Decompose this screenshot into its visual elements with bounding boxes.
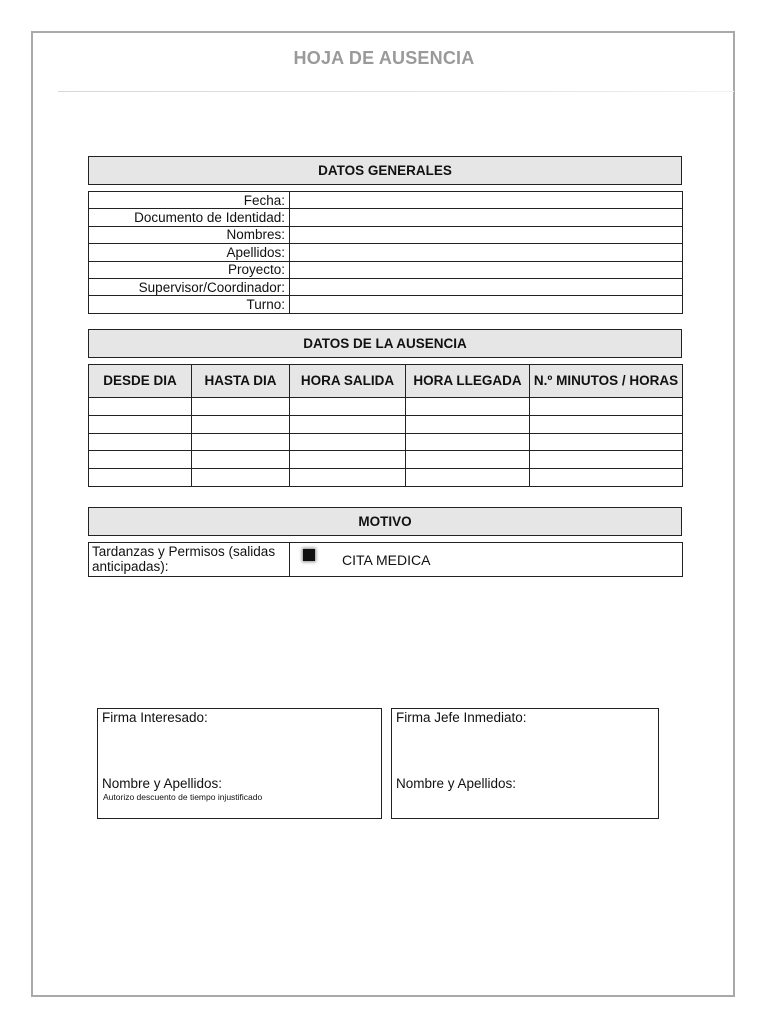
table-cell[interactable] <box>192 451 290 469</box>
table-cell[interactable] <box>530 433 683 451</box>
field-row-nombres <box>89 226 683 243</box>
nombre-apellidos-label: Nombre y Apellidos: <box>396 776 517 791</box>
table-cell[interactable] <box>89 433 192 451</box>
firma-interesado-box[interactable] <box>97 708 382 819</box>
field-value-documento[interactable] <box>290 209 683 226</box>
field-label: Apellidos: <box>89 244 290 261</box>
table-cell[interactable] <box>290 415 406 433</box>
field-value-nombres[interactable] <box>290 226 683 243</box>
cita-medica-checkbox[interactable] <box>303 549 315 561</box>
table-row <box>89 415 683 433</box>
section-header-motivo: MOTIVO <box>88 507 682 536</box>
table-row <box>89 398 683 416</box>
table-cell[interactable] <box>406 469 530 487</box>
nombre-apellidos-label: Nombre y Apellidos: <box>102 776 223 791</box>
column-header: HORA LLEGADA <box>406 365 530 398</box>
motivo-value <box>290 543 683 577</box>
field-row-fecha <box>89 192 683 209</box>
table-cell[interactable] <box>89 415 192 433</box>
field-row-supervisor <box>89 278 683 295</box>
field-label: Supervisor/Coordinador: <box>89 278 290 295</box>
table-cell[interactable] <box>192 398 290 416</box>
field-value-fecha[interactable] <box>290 192 683 209</box>
table-cell[interactable] <box>406 398 530 416</box>
firma-interesado-label: Firma Interesado: <box>102 710 208 725</box>
field-value-apellidos[interactable] <box>290 244 683 261</box>
table-cell[interactable] <box>290 433 406 451</box>
field-label: Turno: <box>89 296 290 313</box>
table-row <box>89 433 683 451</box>
autorizo-descuento-note: Autorizo descuento de tiempo injustificado <box>103 792 263 802</box>
column-header: DESDE DIA <box>89 365 192 398</box>
firma-jefe-box[interactable] <box>391 708 659 819</box>
table-cell[interactable] <box>406 415 530 433</box>
column-header: HORA SALIDA <box>290 365 406 398</box>
table-cell[interactable] <box>530 469 683 487</box>
motivo-table <box>88 542 683 577</box>
field-row-turno <box>89 296 683 313</box>
title-divider <box>58 91 734 92</box>
section-header-datos-ausencia: DATOS DE LA AUSENCIA <box>88 329 682 358</box>
table-cell[interactable] <box>406 451 530 469</box>
datos-ausencia-table <box>88 364 683 487</box>
field-label: Fecha: <box>89 192 290 209</box>
datos-generales-table <box>88 191 683 314</box>
field-row-proyecto <box>89 261 683 278</box>
field-row-documento <box>89 209 683 226</box>
table-cell[interactable] <box>530 451 683 469</box>
column-header: N.º MINUTOS / HORAS <box>530 365 683 398</box>
table-cell[interactable] <box>530 398 683 416</box>
table-cell[interactable] <box>530 415 683 433</box>
firma-jefe-label: Firma Jefe Inmediato: <box>396 710 527 725</box>
table-cell[interactable] <box>192 433 290 451</box>
table-row <box>89 469 683 487</box>
field-value-supervisor[interactable] <box>290 278 683 295</box>
field-label: Documento de Identidad: <box>89 209 290 226</box>
table-cell[interactable] <box>89 469 192 487</box>
field-label: Proyecto: <box>89 261 290 278</box>
field-label: Nombres: <box>89 226 290 243</box>
table-cell[interactable] <box>290 398 406 416</box>
table-cell[interactable] <box>89 451 192 469</box>
table-cell[interactable] <box>290 451 406 469</box>
motivo-row <box>89 543 683 577</box>
field-value-turno[interactable] <box>290 296 683 313</box>
table-cell[interactable] <box>406 433 530 451</box>
page-title: HOJA DE AUSENCIA <box>293 48 475 68</box>
column-header: HASTA DIA <box>192 365 290 398</box>
table-header-row <box>89 365 683 398</box>
section-header-datos-generales: DATOS GENERALES <box>88 156 682 185</box>
table-cell[interactable] <box>290 469 406 487</box>
field-row-apellidos <box>89 244 683 261</box>
table-cell[interactable] <box>192 469 290 487</box>
cita-medica-label: CITA MEDICA <box>342 552 431 568</box>
motivo-label: Tardanzas y Permisos (salidas anticipadas): <box>89 543 290 577</box>
table-cell[interactable] <box>89 398 192 416</box>
table-row <box>89 451 683 469</box>
field-value-proyecto[interactable] <box>290 261 683 278</box>
table-cell[interactable] <box>192 415 290 433</box>
